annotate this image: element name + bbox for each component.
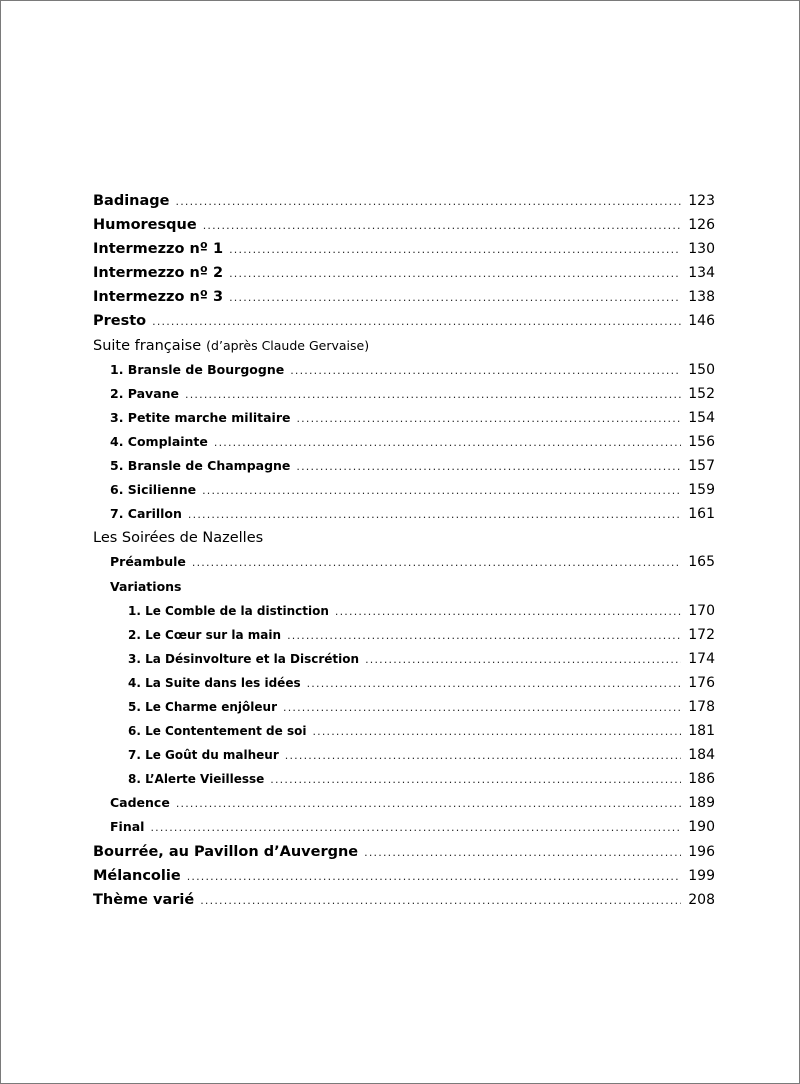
page-number: 178 bbox=[688, 698, 715, 715]
page-number: 138 bbox=[688, 289, 715, 306]
dot-leader bbox=[229, 243, 681, 256]
page-number: 154 bbox=[688, 409, 715, 426]
toc-entry[interactable] bbox=[93, 410, 715, 434]
toc-entry[interactable] bbox=[93, 771, 715, 795]
entry-title: 1. Bransle de Bourgogne bbox=[110, 361, 285, 377]
entry-title: Final bbox=[110, 819, 145, 835]
section-title: Les Soirées de Nazelles bbox=[93, 530, 264, 547]
page-number: 123 bbox=[688, 193, 715, 209]
page-number: 208 bbox=[688, 891, 715, 908]
dot-leader bbox=[229, 267, 681, 280]
toc-entry[interactable] bbox=[93, 265, 715, 289]
page-number: 170 bbox=[688, 602, 715, 619]
entry-title: Préambule bbox=[110, 554, 186, 570]
toc-entry[interactable] bbox=[93, 723, 715, 747]
dot-leader bbox=[202, 484, 681, 497]
entry-title: Intermezzo nº 3 bbox=[93, 289, 224, 306]
dot-leader bbox=[364, 846, 681, 859]
dot-leader bbox=[285, 749, 681, 762]
toc-entry[interactable] bbox=[93, 747, 715, 771]
toc-entry[interactable] bbox=[93, 699, 715, 723]
toc-section-heading[interactable] bbox=[93, 530, 715, 554]
entry-title: Mélancolie bbox=[93, 867, 181, 884]
page-number: 161 bbox=[688, 506, 715, 523]
toc-entry[interactable] bbox=[93, 217, 715, 241]
dot-leader bbox=[307, 677, 681, 690]
entry-title: 5. Bransle de Champagne bbox=[110, 458, 291, 474]
toc-entry[interactable] bbox=[93, 651, 715, 675]
dot-leader bbox=[150, 821, 681, 834]
dot-leader bbox=[187, 870, 681, 883]
toc-entry[interactable] bbox=[93, 844, 715, 868]
dot-leader bbox=[188, 508, 681, 521]
page-number: 159 bbox=[688, 482, 715, 499]
toc-entry[interactable] bbox=[93, 362, 715, 386]
page-number: 190 bbox=[688, 819, 715, 836]
dot-leader bbox=[192, 556, 681, 569]
entry-title: 4. La Suite dans les idées bbox=[128, 675, 301, 690]
entry-title: Intermezzo nº 1 bbox=[93, 241, 224, 258]
page-number: 152 bbox=[688, 385, 715, 402]
entry-title: 6. Sicilienne bbox=[110, 482, 197, 498]
dot-leader bbox=[312, 725, 681, 738]
toc-entry[interactable] bbox=[93, 241, 715, 265]
page-number: 146 bbox=[688, 313, 715, 330]
entry-title: 6. Le Contentement de soi bbox=[128, 724, 307, 739]
entry-title: Bourrée, au Pavillon d’Auvergne bbox=[93, 843, 359, 860]
dot-leader bbox=[283, 701, 681, 714]
subsection-title: Variations bbox=[110, 578, 182, 594]
dot-leader bbox=[287, 629, 681, 642]
page-number: 184 bbox=[688, 747, 715, 764]
page-number: 165 bbox=[688, 554, 715, 571]
toc-entry[interactable] bbox=[93, 458, 715, 482]
page-number: 186 bbox=[688, 771, 715, 788]
dot-leader bbox=[270, 773, 681, 786]
toc-entry[interactable] bbox=[93, 313, 715, 337]
toc-section-heading[interactable] bbox=[93, 338, 715, 362]
toc-entry[interactable] bbox=[93, 434, 715, 458]
entry-title: Badinage bbox=[93, 193, 170, 209]
toc-entry[interactable] bbox=[93, 506, 715, 530]
dot-leader bbox=[229, 291, 681, 304]
section-title: Suite française bbox=[93, 337, 202, 354]
toc-entry[interactable] bbox=[93, 603, 715, 627]
toc-entry[interactable] bbox=[93, 627, 715, 651]
dot-leader bbox=[214, 436, 681, 449]
entry-title: Intermezzo nº 2 bbox=[93, 265, 224, 282]
entry-title: Presto bbox=[93, 313, 147, 330]
toc-entry[interactable] bbox=[93, 482, 715, 506]
entry-title: 2. Pavane bbox=[110, 385, 180, 401]
entry-title: 7. Le Goût du malheur bbox=[128, 748, 279, 763]
entry-title: 4. Complainte bbox=[110, 433, 208, 449]
toc-entry[interactable] bbox=[93, 675, 715, 699]
page-number: 176 bbox=[688, 674, 715, 691]
dot-leader bbox=[185, 388, 681, 401]
dot-leader bbox=[290, 364, 681, 377]
entry-title: Cadence bbox=[110, 795, 170, 811]
page-number: 156 bbox=[688, 433, 715, 450]
dot-leader bbox=[365, 653, 681, 666]
section-subtitle: (d’après Claude Gervaise) bbox=[206, 337, 370, 353]
toc-entry[interactable] bbox=[93, 289, 715, 313]
entry-title: Thème varié bbox=[93, 891, 195, 908]
entry-title: 2. Le Cœur sur la main bbox=[128, 627, 282, 642]
dot-leader bbox=[203, 219, 681, 232]
toc-entry[interactable] bbox=[93, 868, 715, 892]
page-number: 150 bbox=[688, 361, 715, 378]
page-number: 181 bbox=[688, 723, 715, 740]
toc-entry[interactable] bbox=[93, 795, 715, 819]
toc-entry[interactable] bbox=[93, 193, 715, 217]
dot-leader bbox=[296, 460, 681, 473]
toc-entry[interactable] bbox=[93, 554, 715, 578]
dot-leader bbox=[296, 412, 681, 425]
page-number: 199 bbox=[688, 867, 715, 884]
entry-title: 8. L’Alerte Vieillesse bbox=[128, 772, 265, 787]
toc-entry[interactable] bbox=[93, 386, 715, 410]
page-number: 157 bbox=[688, 458, 715, 475]
entry-title: 3. Petite marche militaire bbox=[110, 409, 291, 425]
toc-entry[interactable] bbox=[93, 892, 715, 916]
page-number: 134 bbox=[688, 265, 715, 282]
entry-title: 5. Le Charme enjôleur bbox=[128, 699, 277, 714]
table-of-contents bbox=[93, 193, 715, 916]
dot-leader bbox=[176, 195, 681, 208]
entry-title: 3. La Désinvolture et la Discrétion bbox=[128, 651, 360, 666]
dot-leader bbox=[176, 797, 681, 810]
entry-title: Humoresque bbox=[93, 217, 197, 234]
entry-title: 7. Carillon bbox=[110, 506, 182, 522]
page-number: 172 bbox=[688, 626, 715, 643]
page-number: 196 bbox=[688, 843, 715, 860]
page-number: 126 bbox=[688, 217, 715, 234]
dot-leader bbox=[200, 894, 681, 907]
page-number: 174 bbox=[688, 650, 715, 667]
page-number: 130 bbox=[688, 241, 715, 258]
page-number: 189 bbox=[688, 795, 715, 812]
toc-subsection-heading[interactable] bbox=[93, 579, 715, 603]
dot-leader bbox=[152, 315, 681, 328]
dot-leader bbox=[335, 605, 681, 618]
toc-entry[interactable] bbox=[93, 819, 715, 843]
entry-title: 1. Le Comble de la distinction bbox=[128, 603, 329, 618]
